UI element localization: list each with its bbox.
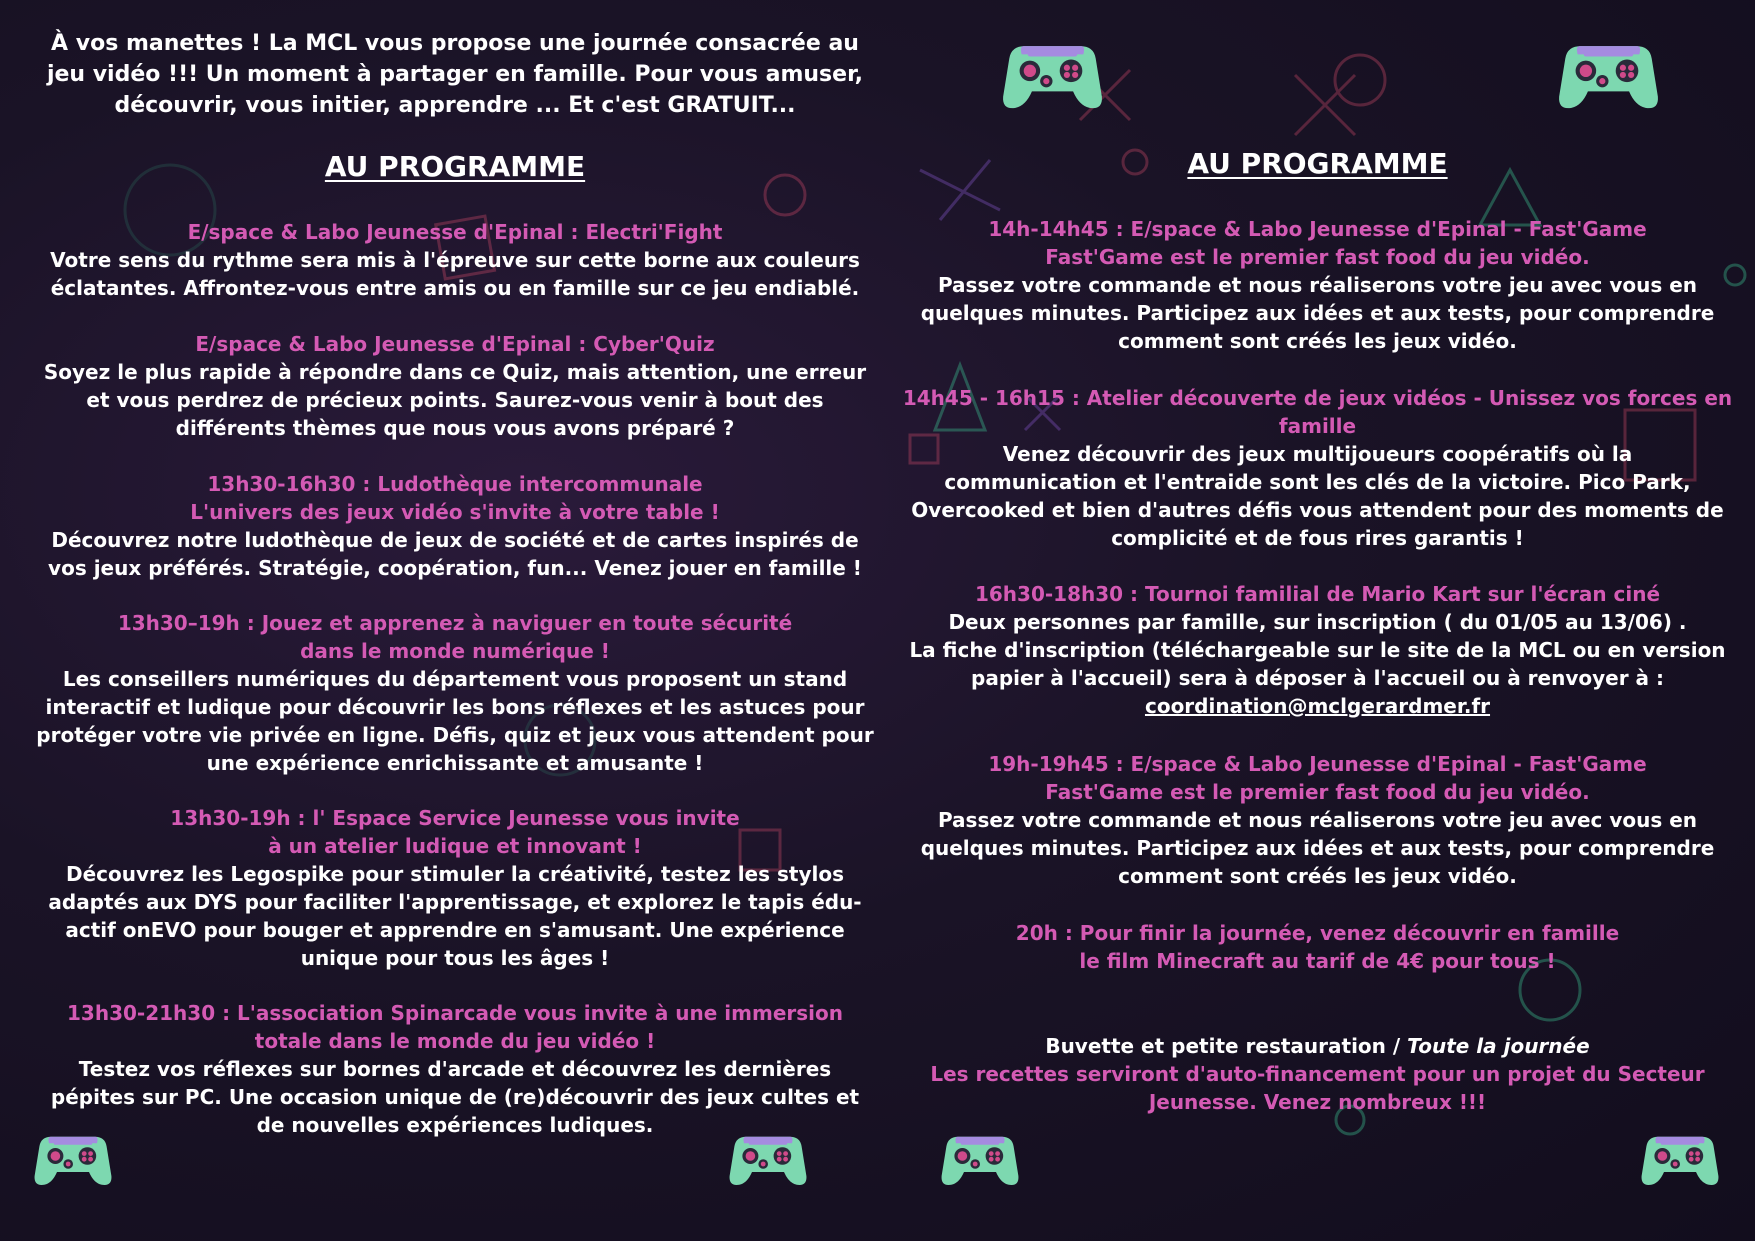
event-title: E/space & Labo Jeunesse d'Epinal : Electri'Fight (187, 220, 723, 244)
event-title: 14h45 - 16h15 : Atelier découverte de jeux vidéos - Unissez vos forces en (902, 386, 1733, 410)
event-title: le film Minecraft au tarif de 4€ pour tous ! (1079, 949, 1556, 973)
event-electrifight (30, 218, 880, 302)
event-body: Overcooked et bien d'autres défis vous attendent pour des moments de (911, 498, 1724, 522)
event-body: une expérience enrichissante et amusante ! (206, 751, 704, 775)
event-title: 13h30-21h30 : L'association Spinarcade vous invite à une immersion (67, 1001, 843, 1025)
email-link[interactable]: coordination@mclgerardmer.fr (1144, 694, 1491, 718)
event-body: La fiche d'inscription (téléchargeable sur le site de la MCL ou en version (909, 638, 1726, 662)
event-body: Les conseillers numériques du département vous proposent un stand (62, 667, 848, 691)
event-title: famille (1278, 414, 1357, 438)
event-fastgame-2 (900, 750, 1735, 890)
event-body: communication et l'entraide sont les clés de la victoire. Pico Park, (944, 470, 1691, 494)
event-fastgame-1 (900, 215, 1735, 355)
event-body: et vous perdrez de précieux points. Saurez-vous venir à bout des (86, 388, 824, 412)
event-ludotheque (30, 470, 880, 582)
event-title: 20h : Pour finir la journée, venez découvrir en famille (1015, 921, 1620, 945)
event-mario-kart (900, 580, 1735, 720)
event-body: Votre sens du rythme sera mis à l'épreuve sur cette borne aux couleurs (50, 248, 860, 272)
event-title: E/space & Labo Jeunesse d'Epinal : Cyber'Quiz (195, 332, 715, 356)
recettes-text: Les recettes serviront d'auto-financement pour un projet du Secteur (930, 1062, 1705, 1086)
event-atelier-cooperatif (900, 384, 1735, 552)
event-body: différents thèmes que nous vous avons préparé ? (175, 416, 735, 440)
event-title: 16h30-18h30 : Tournoi familial de Mario Kart sur l'écran ciné (974, 582, 1661, 606)
event-body: Découvrez notre ludothèque de jeux de société et de cartes inspirés de (51, 528, 859, 552)
event-body: protéger votre vie privée en ligne. Défis, quiz et jeux vous attendent pour (36, 723, 874, 747)
gamepad-icon (1556, 40, 1661, 112)
event-title: 13h30–19h : Jouez et apprenez à naviguer en toute sécurité (117, 611, 793, 635)
event-body: actif onEVO pour bouger et apprendre en s'amusant. Une expérience (65, 918, 845, 942)
event-body: éclatantes. Affrontez-vous entre amis ou en famille sur ce jeu endiablé. (50, 276, 860, 300)
event-minecraft (900, 919, 1735, 975)
event-body: quelques minutes. Participez aux idées et aux tests, pour comprendre (920, 836, 1715, 860)
event-title: totale dans le monde du jeu vidéo ! (254, 1029, 656, 1053)
gamepad-icon (1640, 1132, 1720, 1188)
event-espace-jeunesse (30, 804, 880, 972)
event-title: dans le monde numérique ! (300, 639, 610, 663)
gamepad-icon (33, 1132, 113, 1188)
event-title: Fast'Game est le premier fast food du jeu vidéo. (1045, 245, 1590, 269)
event-body: vos jeux préférés. Stratégie, coopération, fun... Venez jouer en famille ! (48, 556, 862, 580)
event-body: Découvrez les Legospike pour stimuler la créativité, testez les stylos (66, 862, 844, 886)
event-spinarcade (30, 999, 880, 1139)
event-title: 13h30-19h : l' Espace Service Jeunesse vous invite (170, 806, 740, 830)
event-numerique (30, 609, 880, 777)
recettes-text: Jeunesse. Venez nombreux !!! (1148, 1090, 1487, 1114)
event-body: quelques minutes. Participez aux idées et aux tests, pour comprendre (920, 301, 1715, 325)
event-title: 19h-19h45 : E/space & Labo Jeunesse d'Epinal - Fast'Game (988, 752, 1647, 776)
event-body: unique pour tous les âges ! (300, 946, 610, 970)
event-title: à un atelier ludique et innovant ! (268, 834, 642, 858)
event-body: interactif et ludique pour découvrir les bons réflexes et les astuces pour (45, 695, 865, 719)
gamepad-icon (728, 1132, 808, 1188)
programme-title: AU PROGRAMME (1187, 147, 1448, 180)
event-body: Soyez le plus rapide à répondre dans ce Quiz, mais attention, une erreur (43, 360, 867, 384)
event-body: Passez votre commande et nous réaliserons votre jeu avec vous en (937, 808, 1698, 832)
event-body: comment sont créés les jeux vidéo. (1118, 329, 1517, 353)
event-title: 14h-14h45 : E/space & Labo Jeunesse d'Epinal - Fast'Game (988, 217, 1647, 241)
buvette-text: Buvette et petite restauration / Toute la journée (1045, 1034, 1590, 1058)
gamepad-icon (940, 1132, 1020, 1188)
event-body: Passez votre commande et nous réaliserons votre jeu avec vous en (937, 273, 1698, 297)
buvette-info (900, 1032, 1735, 1116)
gamepad-icon (1000, 40, 1105, 112)
event-body: complicité et de fous rires garantis ! (1111, 526, 1524, 550)
event-body: Deux personnes par famille, sur inscription ( du 01/05 au 13/06) . (948, 610, 1687, 634)
programme-title: AU PROGRAMME (324, 150, 586, 183)
event-cyberquiz (30, 330, 880, 442)
event-title: Fast'Game est le premier fast food du jeu vidéo. (1045, 780, 1590, 804)
event-body: Venez découvrir des jeux multijoueurs coopératifs où la (1002, 442, 1633, 466)
event-body: comment sont créés les jeux vidéo. (1118, 864, 1517, 888)
event-body: adaptés aux DYS pour faciliter l'apprentissage, et explorez le tapis édu- (48, 890, 862, 914)
intro-text: À vos manettes ! La MCL vous propose une journée consacrée au jeu vidéo !!! Un moment à partager en famille. Pour vous amuser, découvrir, vous initier, apprendre ... Et c'est GRATUIT... (46, 31, 864, 118)
event-body: Testez vos réflexes sur bornes d'arcade et découvrez les dernières (78, 1057, 832, 1081)
event-title: L'univers des jeux vidéo s'invite à votre table ! (190, 500, 720, 524)
event-body: de nouvelles expériences ludiques. (256, 1113, 654, 1137)
event-title: 13h30-16h30 : Ludothèque intercommunale (207, 472, 703, 496)
event-body: pépites sur PC. Une occasion unique de (re)découvrir des jeux cultes et (50, 1085, 860, 1109)
event-body: papier à l'accueil) sera à déposer à l'accueil ou à renvoyer à : (971, 666, 1664, 690)
